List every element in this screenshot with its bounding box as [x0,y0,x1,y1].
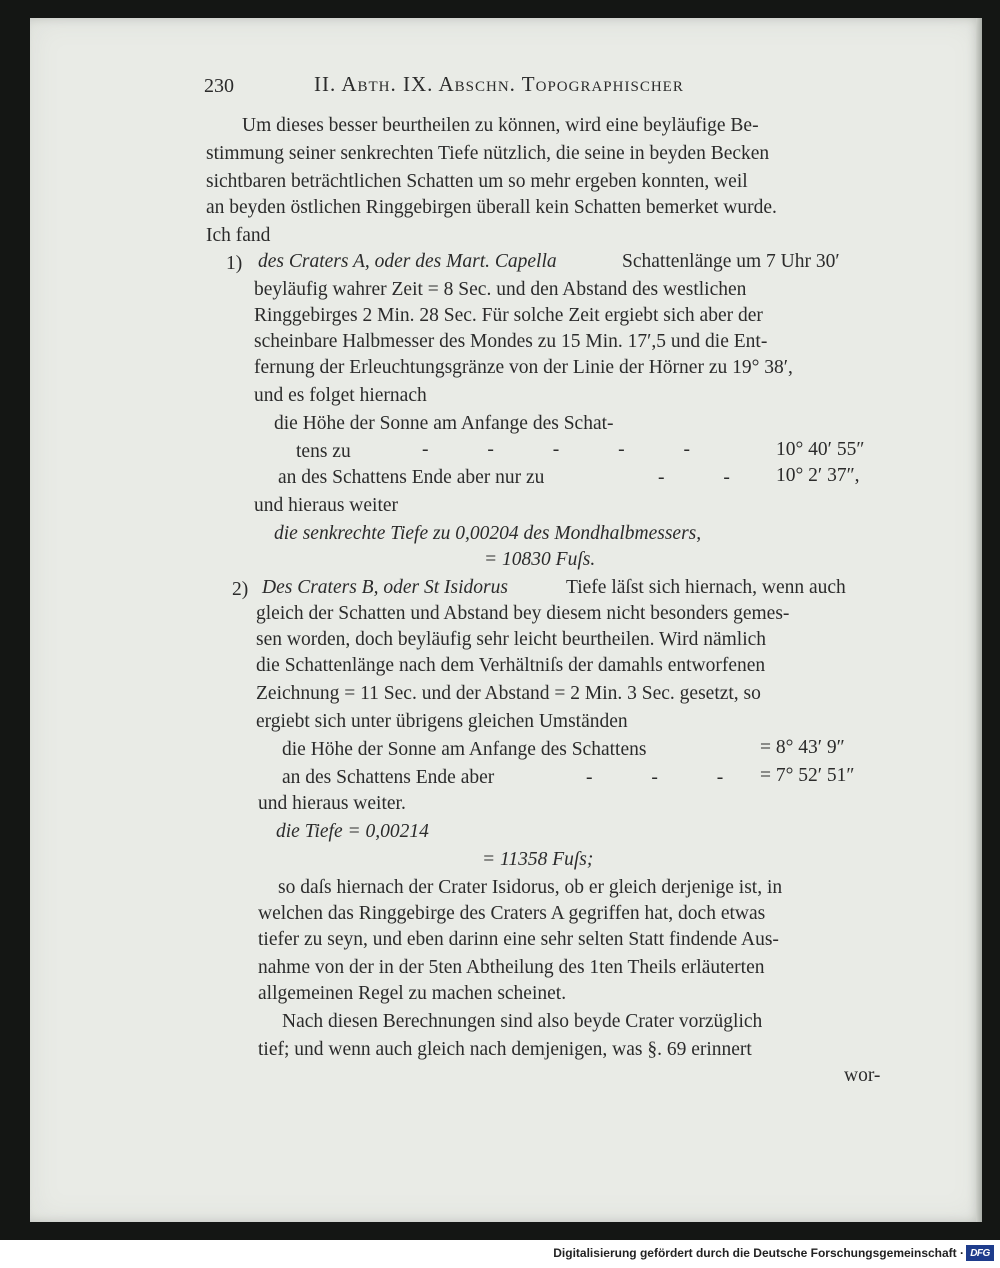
value: = 11358 Fuſs; [482,849,594,870]
text-line: die Höhe der Sonne am Anfange des Schat- [274,413,614,434]
text-line: sen worden, doch beyläufig sehr leicht beurtheilen. Wird nämlich [256,629,767,650]
value: = 8° 43′ 9″ [760,737,845,758]
text-line: Ich fand [206,225,271,246]
text-line: die Schattenlänge nach dem Verhältniſs der damahls entworfenen [256,655,766,676]
text-line: allgemeinen Regel zu machen scheinet. [258,983,567,1004]
digitization-footer [0,1240,1000,1268]
text-line: und hieraus weiter. [258,793,406,814]
dash-leader: - - - [586,767,724,788]
text-line: Schattenlänge um 7 Uhr 30′ [622,251,840,272]
text-line: Tiefe läſst sich hiernach, wenn auch [566,577,846,598]
catchword: wor- [844,1065,881,1086]
book-page [30,18,982,1222]
item-number: 1) [226,253,243,274]
text-line: welchen das Ringgebirge des Craters A gegriffen hat, doch etwas [258,903,766,924]
text-line: scheinbare Halbmesser des Mondes zu 15 Min. 17′,5 und die Ent- [254,331,768,352]
text-line: die senkrechte Tiefe zu 0,00204 des Mondhalbmessers, [274,523,702,544]
dash-leader: - - - - - [422,439,690,460]
text-line: an des Schattens Ende aber [282,767,495,788]
text-line: ergiebt sich unter übrigens gleichen Umständen [256,711,628,732]
value: = 10830 Fuſs. [484,549,596,570]
text-line: Ringgebirges 2 Min. 28 Sec. Für solche Zeit ergiebt sich aber der [254,305,763,326]
footer-credit: Digitalisierung gefördert durch die Deutsche Forschungsgemeinschaft · [553,1246,964,1260]
text-line: und hieraus weiter [254,495,399,516]
text-line: die Tiefe = 0,00214 [276,821,429,842]
text-line: an des Schattens Ende aber nur zu [278,467,545,488]
text-line: und es folget hiernach [254,385,427,406]
running-title: II. Abth. IX. Abschn. Topographischer [314,72,684,96]
text-line: tens zu [296,441,351,462]
text-line: beyläufig wahrer Zeit = 8 Sec. und den Abstand des westlichen [254,279,747,300]
text-line: nahme von der in der 5ten Abtheilung des 1ten Theils erläuterten [258,957,765,978]
text-line: tief; und wenn auch gleich nach demjenigen, was §. 69 erinnert [258,1039,752,1060]
text-line: Um dieses besser beurtheilen zu können, wird eine beyläufige Be- [242,115,759,136]
text-line: so daſs hiernach der Crater Isidorus, ob er gleich derjenige ist, in [278,877,783,898]
value: 10° 40′ 55″ [776,439,865,460]
text-line: Zeichnung = 11 Sec. und der Abstand = 2 Min. 3 Sec. gesetzt, so [256,683,761,704]
item-label: Des Craters B, oder St Isidorus [262,577,508,598]
text-line: Nach diesen Berechnungen sind also beyde Crater vorzüglich [282,1011,763,1032]
value: 10° 2′ 37″, [776,465,860,486]
dash-leader: - - [658,467,730,488]
page-edge [976,18,982,1222]
text-line: stimmung seiner senkrechten Tiefe nützlich, die seine in beyden Becken [206,143,770,164]
text-line: sichtbaren beträchtlichen Schatten um so mehr ergeben konnten, weil [206,171,748,192]
text-line: fernung der Erleuchtungsgränze von der Linie der Hörner zu 19° 38′, [254,357,793,378]
dfg-logo: DFG [966,1245,994,1261]
text-line: tiefer zu seyn, und eben darinn eine sehr selten Statt findende Aus- [258,929,779,950]
value: = 7° 52′ 51″ [760,765,855,786]
item-label: des Craters A, oder des Mart. Capella [258,251,557,272]
page-number: 230 [204,75,234,97]
text-line: die Höhe der Sonne am Anfange des Schattens [282,739,647,760]
item-number: 2) [232,579,249,600]
text-line: gleich der Schatten und Abstand bey diesem nicht besonders gemes- [256,603,790,624]
text-line: an beyden östlichen Ringgebirgen überall kein Schatten bemerket wurde. [206,197,777,218]
